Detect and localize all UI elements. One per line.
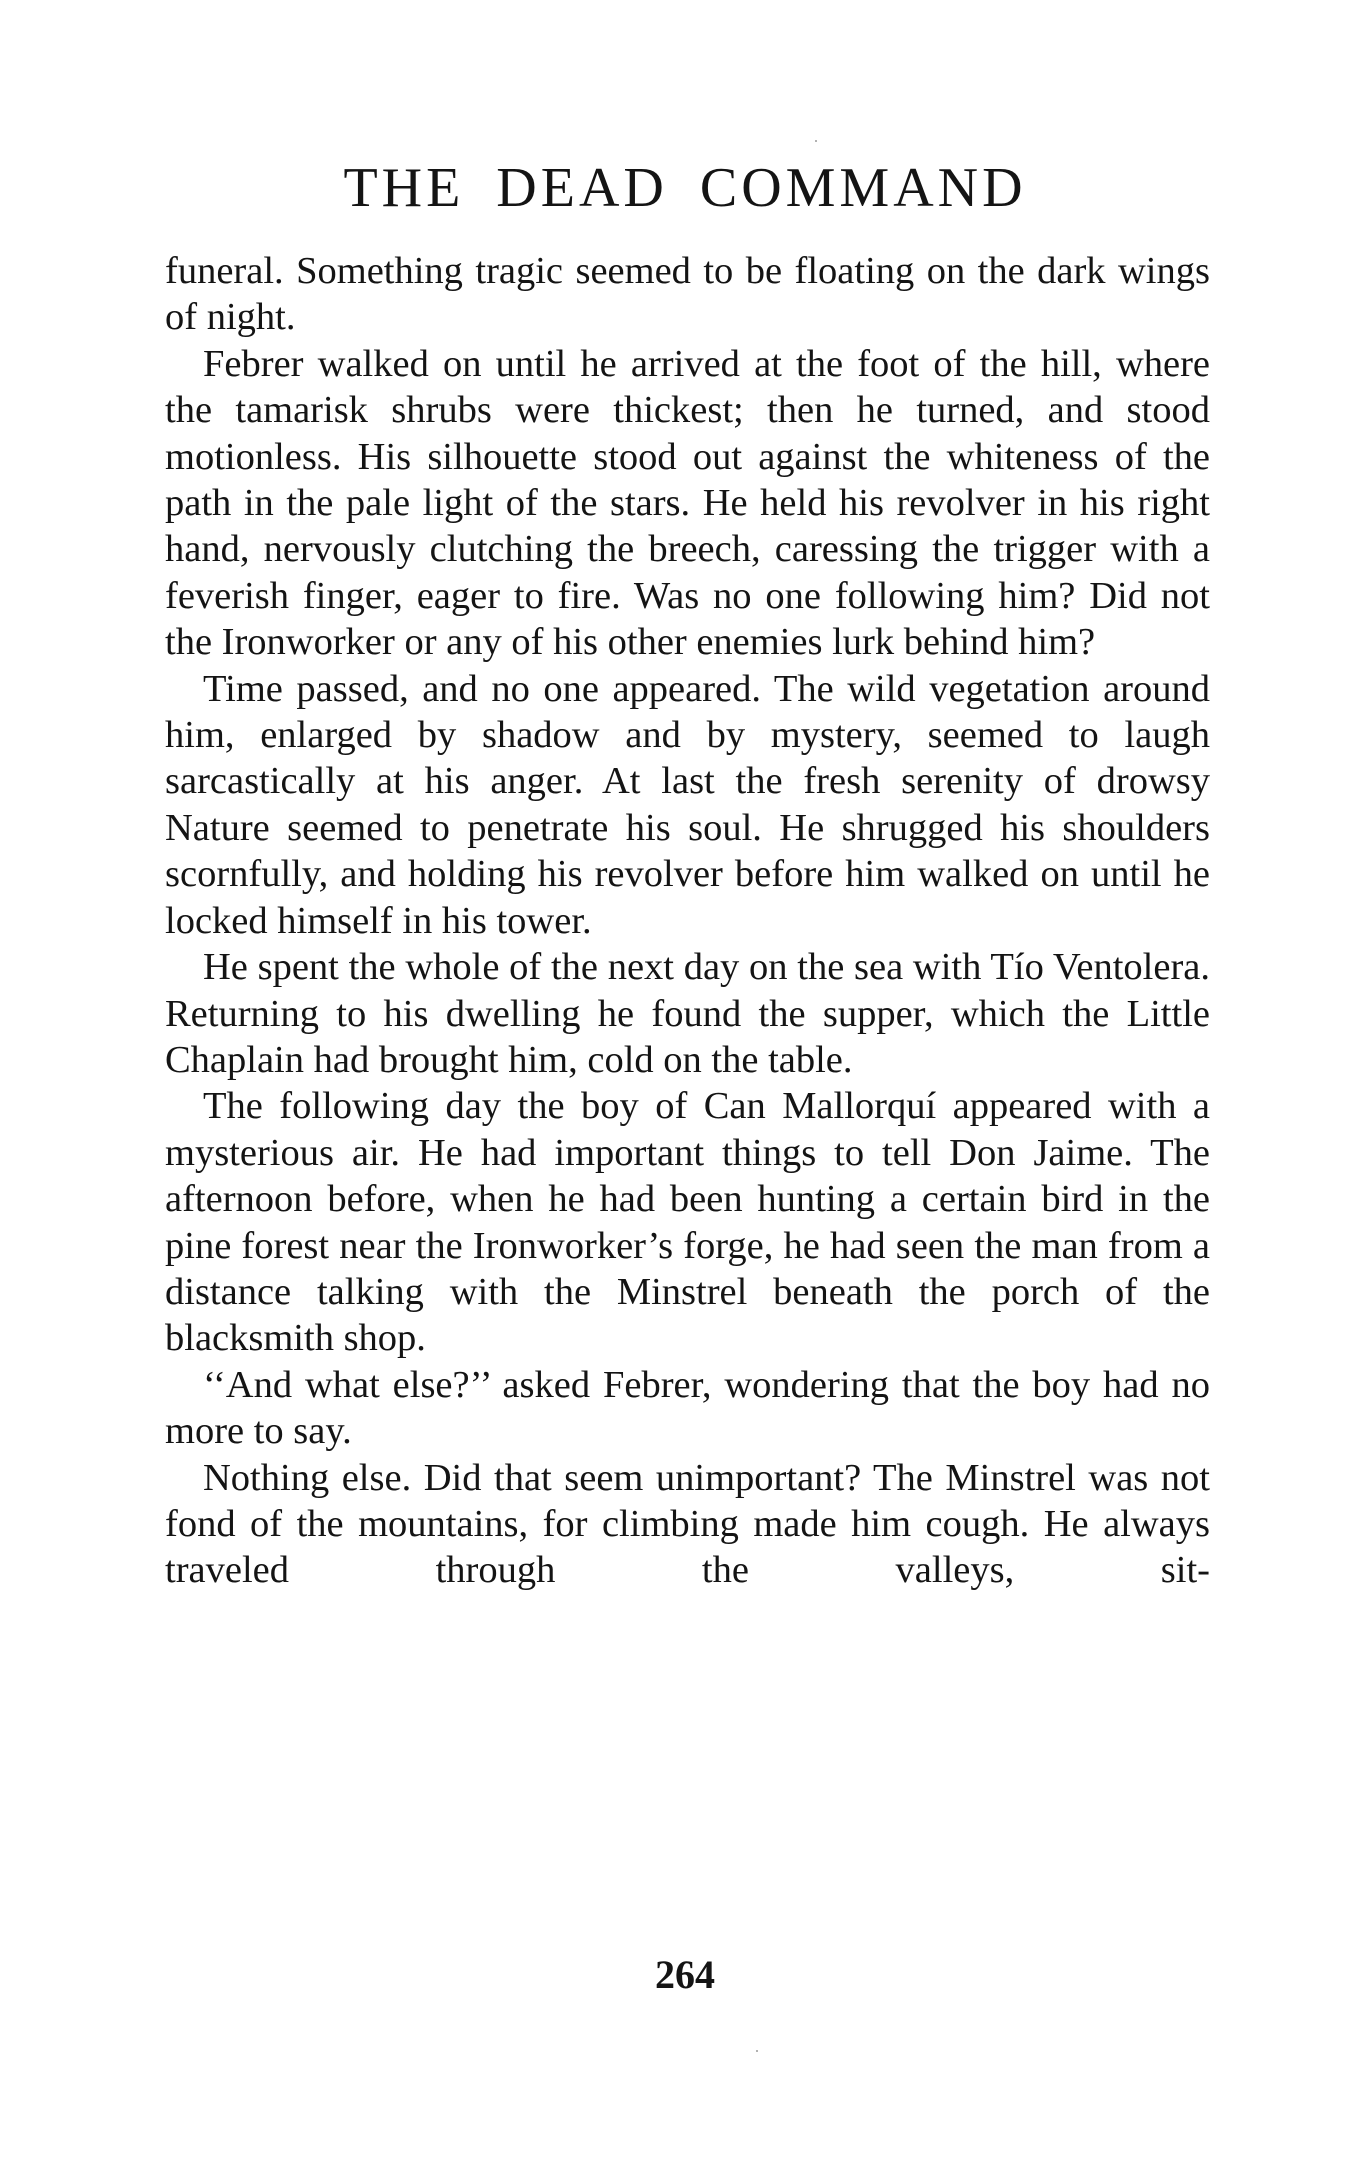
paragraph-2 bbox=[165, 341, 1210, 666]
paragraph-2-text: Febrer walked on until he arrived at the foot of the hill, where the tamarisk shrubs were thickest; then he turned, and stood motionless. His silhouette stood out against the whiteness of the path in the pale light of the stars. He held his revolver in his right hand, nervously clutching the breech, caressing the trigger with a feverish finger, eager to fire. Was no one following him? Did not the Ironworker or any of his other enemies lurk behind him? bbox=[165, 342, 1210, 664]
paragraph-7-text: Nothing else. Did that seem unimportant? The Minstrel was not fond of the mountains, for climbing made him cough. He always traveled through the valleys, sit- bbox=[165, 1456, 1210, 1592]
paper-speck bbox=[756, 2050, 758, 2052]
paragraph-6-text: ‘‘And what else?’’ asked Febrer, wondering that the boy had no more to say. bbox=[165, 1363, 1210, 1453]
paragraph-5 bbox=[165, 1083, 1210, 1361]
paragraph-3 bbox=[165, 666, 1210, 944]
paragraph-1-text: funeral. Something tragic seemed to be floating on the dark wings of night. bbox=[165, 250, 1210, 339]
paper-speck bbox=[815, 140, 817, 142]
paragraph-4-text: He spent the whole of the next day on the sea with Tío Ventolera. Returning to his dwelling he found the supper, which the Little Chaplain had brought him, cold on the table. bbox=[165, 946, 1210, 1081]
paragraph-1 bbox=[165, 248, 1210, 341]
paragraph-6 bbox=[165, 1362, 1210, 1455]
paragraph-7 bbox=[165, 1455, 1210, 1594]
running-head-title: THE DEAD COMMAND bbox=[343, 157, 1027, 219]
paragraph-3-text: Time passed, and no one appeared. The wild vegetation around him, enlarged by shadow and by mystery, seemed to laugh sarcastically at his anger. At last the fresh serenity of drowsy Nature seemed to penetrate his soul. He shrugged his shoulders scornfully, and holding his revolver before him walked on until he locked himself in his tower. bbox=[165, 667, 1210, 942]
body-text bbox=[165, 248, 1210, 1594]
paragraph-4 bbox=[165, 944, 1210, 1083]
page-number: 264 bbox=[655, 1952, 715, 1997]
paragraph-5-text: The following day the boy of Can Mallorquí appeared with a mysterious air. He had important things to tell Don Jaime. The afternoon before, when he had been hunting a certain bird in the pine forest near the Ironworker’s forge, he had seen the man from a distance talking with the Minstrel beneath the porch of the blacksmith shop. bbox=[165, 1085, 1210, 1360]
